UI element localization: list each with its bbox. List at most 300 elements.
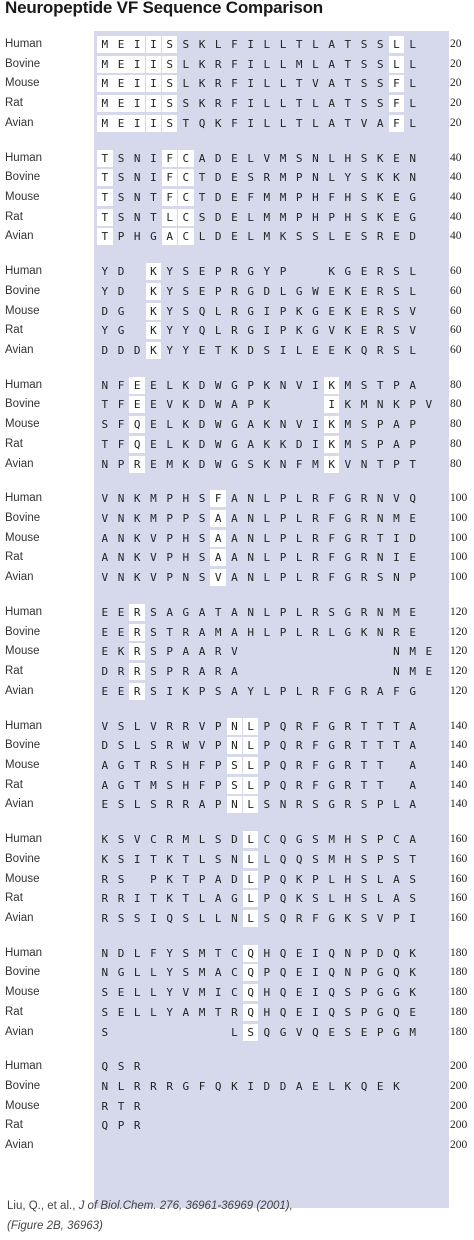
residue-cell: Q [279, 892, 287, 906]
residue-cell: A [393, 437, 400, 451]
residue-cell: P [166, 645, 173, 659]
residue-cell [275, 396, 291, 413]
residue-cell: Q [312, 1025, 319, 1039]
residue-cell: P [263, 892, 271, 906]
position-number: 180 [450, 1005, 468, 1018]
residue-cell: G [328, 758, 335, 772]
position-number: 200 [450, 1060, 468, 1073]
residue-cell: P [279, 551, 287, 565]
residue-cell: R [312, 512, 319, 526]
residue-cell: L [328, 872, 335, 886]
residue-cell: G [231, 437, 238, 451]
residue-cell: P [360, 946, 368, 960]
residue-cell: P [409, 571, 416, 585]
residue-cell: S [117, 171, 125, 185]
residue-cell: L [263, 116, 271, 130]
residue-cell: H [182, 531, 190, 545]
residue-cell: S [117, 911, 125, 925]
residue-cell: P [409, 418, 416, 432]
residue-cell: S [198, 492, 206, 506]
residue-cell: L [263, 77, 271, 91]
residue-cell: L [198, 911, 206, 925]
residue-cell: C [178, 169, 194, 186]
position-number: 100 [450, 531, 468, 544]
residue-cell: E [101, 684, 109, 698]
residue-cell: E [231, 210, 238, 224]
residue-cell: L [243, 777, 259, 794]
residue-cell: T [133, 778, 141, 792]
species-label: Rat [5, 1005, 23, 1018]
species-label: Mouse [5, 758, 40, 771]
residue-cell: G [409, 190, 416, 204]
residue-cell: Q [279, 946, 287, 960]
residue-cell: K [295, 872, 303, 886]
sequence-row [0, 603, 474, 622]
residue-cell: P [409, 398, 416, 412]
residue-cell: K [182, 398, 190, 412]
residue-cell: A [231, 684, 238, 698]
position-number: 60 [450, 284, 462, 297]
residue-cell: L [214, 38, 222, 51]
species-label: Mouse [5, 986, 40, 999]
residue-cell: S [117, 151, 125, 165]
residue-cell: T [117, 1099, 125, 1113]
position-number: 20 [450, 38, 462, 50]
residue-cell: M [97, 95, 113, 112]
residue-cell: E [393, 190, 400, 204]
residue-cell: K [182, 378, 190, 392]
sequence-row [0, 435, 474, 454]
residue-cell: M [198, 946, 206, 960]
residue-cell: A [214, 892, 222, 906]
residue-cell: G [344, 531, 352, 545]
residue-cell: L [376, 892, 384, 906]
residue-cell: G [231, 457, 238, 471]
residue-cell: P [214, 719, 222, 733]
sequence-row [0, 74, 474, 93]
residue-cell: A [231, 531, 238, 545]
residue-cell: L [243, 871, 259, 888]
residue-cell: N [247, 551, 254, 565]
residue-cell: S [393, 343, 400, 357]
residue-cell: I [247, 57, 254, 71]
residue-cell: R [214, 645, 222, 659]
residue-cell: I [150, 171, 157, 185]
residue-cell: D [279, 1080, 287, 1094]
residue-cell: P [279, 492, 287, 506]
residue-cell: L [117, 1080, 125, 1094]
sequence-row [0, 208, 474, 227]
residue-cell: P [393, 911, 400, 925]
residue-cell: R [182, 719, 190, 733]
residue-cell: K [182, 437, 190, 451]
residue-cell: G [182, 606, 190, 619]
residue-cell: F [162, 189, 178, 206]
residue-cell: Q [198, 324, 206, 338]
position-number: 80 [450, 398, 462, 411]
residue-cell: Q [243, 1004, 259, 1021]
residue-cell: G [295, 833, 303, 847]
species-label: Human [5, 719, 43, 732]
sequence-row [0, 282, 474, 301]
sequence-row [0, 321, 474, 340]
residue-cell: M [344, 437, 352, 451]
residue-cell: P [279, 571, 287, 585]
residue-cell: T [344, 38, 352, 51]
residue-cell: M [409, 645, 416, 659]
residue-cell: K [231, 343, 238, 357]
residue-cell: E [344, 230, 352, 244]
residue-cell: P [214, 778, 222, 792]
residue-cell: H [344, 852, 352, 866]
residue-cell: A [231, 512, 238, 526]
residue-cell: N [247, 606, 254, 619]
alignment-block [0, 262, 474, 372]
residue-cell: S [360, 77, 368, 91]
residue-cell: E [360, 265, 368, 279]
residue-cell: S [182, 966, 190, 980]
residue-cell: L [409, 57, 416, 71]
residue-cell: G [328, 778, 335, 792]
residue-cell: K [344, 284, 352, 298]
residue-cell: P [393, 378, 400, 392]
residue-cell: P [117, 230, 125, 244]
species-label: Mouse [5, 531, 40, 544]
residue-cell: R [214, 665, 222, 679]
residue-cell: T [376, 778, 384, 792]
residue-cell: L [243, 851, 259, 868]
residue-cell: L [243, 910, 259, 927]
residue-cell: A [101, 778, 109, 792]
residue-cell: C [231, 986, 238, 1000]
position-number: 160 [450, 892, 468, 905]
residue-cell: M [263, 210, 271, 224]
residue-cell: T [101, 437, 109, 451]
residue-cell: K [146, 283, 162, 300]
residue-cell: D [117, 284, 125, 298]
residue-cell: Y [263, 265, 271, 279]
residue-cell: L [409, 265, 416, 279]
species-label: Bovine [5, 512, 41, 525]
residue-cell: M [328, 833, 335, 847]
residue-cell: T [360, 739, 368, 753]
position-number: 80 [450, 418, 462, 431]
species-label: Avian [5, 798, 34, 811]
residue-cell: Q [393, 966, 400, 980]
residue-cell: K [133, 551, 141, 565]
residue-cell: K [279, 437, 287, 451]
residue-cell: F [312, 911, 319, 925]
species-label: Mouse [5, 418, 40, 431]
residue-cell: R [312, 625, 319, 639]
residue-cell: D [409, 531, 416, 545]
residue-cell: R [360, 551, 368, 565]
residue-cell [291, 263, 307, 280]
residue-cell: P [214, 265, 222, 279]
residue-cell: D [101, 739, 109, 753]
residue-cell: V [150, 531, 157, 545]
species-label: Bovine [5, 171, 41, 184]
residue-cell: A [101, 758, 109, 772]
residue-cell: A [409, 778, 416, 792]
residue-cell: R [129, 604, 145, 621]
residue-cell: S [133, 911, 141, 925]
residue-cell: F [150, 946, 157, 960]
residue-cell: W [214, 437, 222, 451]
residue-cell: S [247, 171, 254, 185]
position-number: 200 [450, 1139, 468, 1152]
position-number: 160 [450, 872, 468, 885]
residue-cell: T [182, 852, 190, 866]
residue-cell: P [117, 1119, 125, 1133]
residue-cell: L [409, 116, 416, 130]
residue-cell: S [117, 872, 125, 886]
residue-cell: G [409, 210, 416, 224]
residue-cell: G [117, 304, 125, 318]
residue-cell: S [150, 606, 157, 619]
residue-cell: Q [279, 758, 287, 772]
residue-cell: R [133, 1060, 141, 1074]
residue-cell: E [409, 606, 416, 619]
residue-cell: L [328, 892, 335, 906]
residue-cell: S [117, 719, 125, 733]
residue-cell: A [328, 57, 335, 71]
residue-cell: I [146, 95, 162, 112]
residue-cell: Y [166, 304, 173, 318]
residue-cell: T [393, 719, 400, 733]
residue-cell: P [279, 606, 287, 619]
residue-cell: I [166, 684, 173, 698]
residue-cell: L [263, 57, 271, 71]
residue-cell: E [376, 1080, 384, 1094]
residue-cell: L [133, 719, 141, 733]
residue-cell: N [101, 1080, 109, 1094]
position-number: 80 [450, 437, 462, 450]
sequence-row [0, 642, 474, 661]
residue-cell: K [101, 833, 109, 847]
residue-cell: S [360, 57, 368, 71]
residue-cell: R [295, 719, 303, 733]
residue-cell: I [312, 986, 319, 1000]
residue-cell [275, 643, 291, 660]
species-label: Bovine [5, 966, 41, 979]
residue-cell: E [231, 230, 238, 244]
residue-cell: R [133, 1119, 141, 1133]
position-number: 140 [450, 798, 468, 811]
residue-cell: Q [129, 436, 145, 453]
position-number: 120 [450, 625, 468, 638]
residue-cell: F [210, 490, 226, 507]
residue-cell: T [409, 852, 416, 866]
position-number: 20 [450, 116, 462, 129]
residue-cell: A [166, 606, 173, 619]
residue-cell: K [393, 398, 400, 412]
residue-cell: E [295, 986, 303, 1000]
residue-cell: N [247, 492, 254, 506]
residue-cell: L [409, 97, 416, 111]
residue-cell: R [101, 872, 109, 886]
residue-cell: L [328, 171, 335, 185]
residue-cell: V [328, 324, 335, 338]
residue-cell: M [312, 457, 319, 471]
residue-cell: N [360, 457, 368, 471]
residue-cell: E [150, 437, 157, 451]
residue-cell: D [214, 171, 222, 185]
residue-cell: R [182, 798, 190, 812]
residue-cell: K [146, 342, 162, 359]
residue-cell: G [231, 892, 238, 906]
residue-cell: D [263, 1080, 271, 1094]
species-label: Avian [5, 571, 34, 584]
residue-cell: S [376, 77, 384, 91]
sequence-row [0, 1003, 474, 1022]
residue-cell: G [344, 625, 352, 639]
residue-cell: S [227, 757, 243, 774]
residue-cell [340, 663, 356, 680]
residue-cell: G [328, 739, 335, 753]
residue-cell: R [129, 663, 145, 680]
residue-cell: A [210, 549, 226, 566]
residue-cell: G [393, 1025, 400, 1039]
residue-cell: Q [279, 986, 287, 1000]
residue-cell: L [150, 1005, 157, 1019]
residue-cell: R [360, 492, 368, 506]
residue-cell: S [360, 38, 368, 51]
residue-cell: T [344, 57, 352, 71]
residue-cell: P [214, 284, 222, 298]
residue-cell: V [166, 398, 173, 412]
sequence-row [0, 341, 474, 360]
residue-cell: N [133, 210, 141, 224]
residue-cell: R [166, 719, 173, 733]
residue-cell: G [117, 778, 125, 792]
residue-cell: T [393, 739, 400, 753]
residue-cell [291, 396, 307, 413]
residue-cell: E [360, 324, 368, 338]
sequence-row [0, 262, 474, 281]
residue-cell: T [182, 892, 190, 906]
sequence-row [0, 35, 474, 54]
residue-cell: T [150, 210, 157, 224]
residue-cell [243, 663, 259, 680]
residue-cell: T [295, 38, 303, 51]
residue-cell: M [150, 512, 157, 526]
residue-cell: Q [101, 1060, 109, 1074]
residue-cell: G [344, 684, 352, 698]
species-label: Rat [5, 324, 23, 337]
residue-cell: K [182, 418, 190, 432]
residue-cell: L [263, 625, 271, 639]
sequence-row [0, 55, 474, 74]
residue-cell: V [198, 719, 206, 733]
residue-cell: Q [243, 945, 259, 962]
species-label: Rat [5, 551, 23, 564]
position-number: 60 [450, 343, 462, 356]
residue-cell: R [312, 684, 319, 698]
species-label: Bovine [5, 625, 41, 638]
residue-cell: L [182, 57, 190, 71]
residue-cell [129, 1024, 145, 1041]
residue-cell: K [146, 322, 162, 339]
residue-cell: F [312, 778, 319, 792]
residue-cell: P [279, 304, 287, 318]
species-label: Avian [5, 1139, 34, 1152]
residue-cell: R [344, 739, 352, 753]
residue-cell: R [133, 1099, 141, 1113]
residue-cell: G [182, 1080, 190, 1094]
residue-cell: Y [166, 284, 173, 298]
residue-cell: R [166, 1080, 173, 1094]
residue-cell [178, 1024, 194, 1041]
residue-cell: A [231, 571, 238, 585]
residue-cell: I [247, 1080, 254, 1094]
residue-cell: L [150, 966, 157, 980]
sequence-row [0, 376, 474, 395]
figure-title: Neuropeptide VF Sequence Comparison [5, 0, 323, 17]
residue-cell: Y [247, 684, 254, 698]
residue-cell: R [101, 1099, 109, 1113]
residue-cell: V [210, 569, 226, 586]
residue-cell: L [133, 798, 141, 812]
position-number: 160 [450, 911, 468, 924]
residue-cell [243, 643, 259, 660]
residue-cell: I [146, 56, 162, 73]
residue-cell: S [393, 324, 400, 338]
residue-cell: P [376, 852, 384, 866]
residue-cell [129, 303, 145, 320]
residue-cell: S [360, 97, 368, 111]
residue-cell: Y [101, 284, 109, 298]
species-label: Bovine [5, 852, 41, 865]
sequence-row [0, 830, 474, 849]
residue-cell: T [214, 946, 222, 960]
residue-cell: E [328, 304, 335, 318]
residue-cell: H [312, 210, 319, 224]
position-number: 60 [450, 324, 462, 337]
residue-cell: W [214, 398, 222, 412]
residue-cell: I [279, 343, 287, 357]
residue-cell [129, 263, 145, 280]
residue-cell: P [295, 171, 303, 185]
residue-cell: P [376, 833, 384, 847]
sequence-row [0, 662, 474, 681]
residue-cell: L [393, 798, 400, 812]
residue-cell: N [101, 966, 109, 980]
sequence-row [0, 1023, 474, 1042]
sequence-row [0, 188, 474, 207]
residue-cell: L [263, 852, 271, 866]
residue-cell [308, 663, 324, 680]
residue-cell: V [295, 1025, 303, 1039]
residue-cell: I [312, 946, 319, 960]
residue-cell: D [376, 946, 384, 960]
residue-cell: P [117, 457, 125, 471]
residue-cell: H [182, 551, 190, 565]
residue-cell [162, 1024, 178, 1041]
residue-cell: M [263, 230, 271, 244]
residue-cell: M [279, 190, 287, 204]
residue-cell: N [279, 378, 287, 392]
residue-cell: A [409, 798, 416, 812]
residue-cell: M [393, 606, 400, 619]
residue-cell: Q [279, 719, 287, 733]
position-number: 60 [450, 304, 462, 317]
residue-cell: I [393, 551, 400, 565]
residue-cell: S [182, 38, 190, 51]
residue-cell: S [101, 1005, 109, 1019]
residue-cell: S [101, 418, 109, 432]
residue-cell: C [393, 833, 400, 847]
